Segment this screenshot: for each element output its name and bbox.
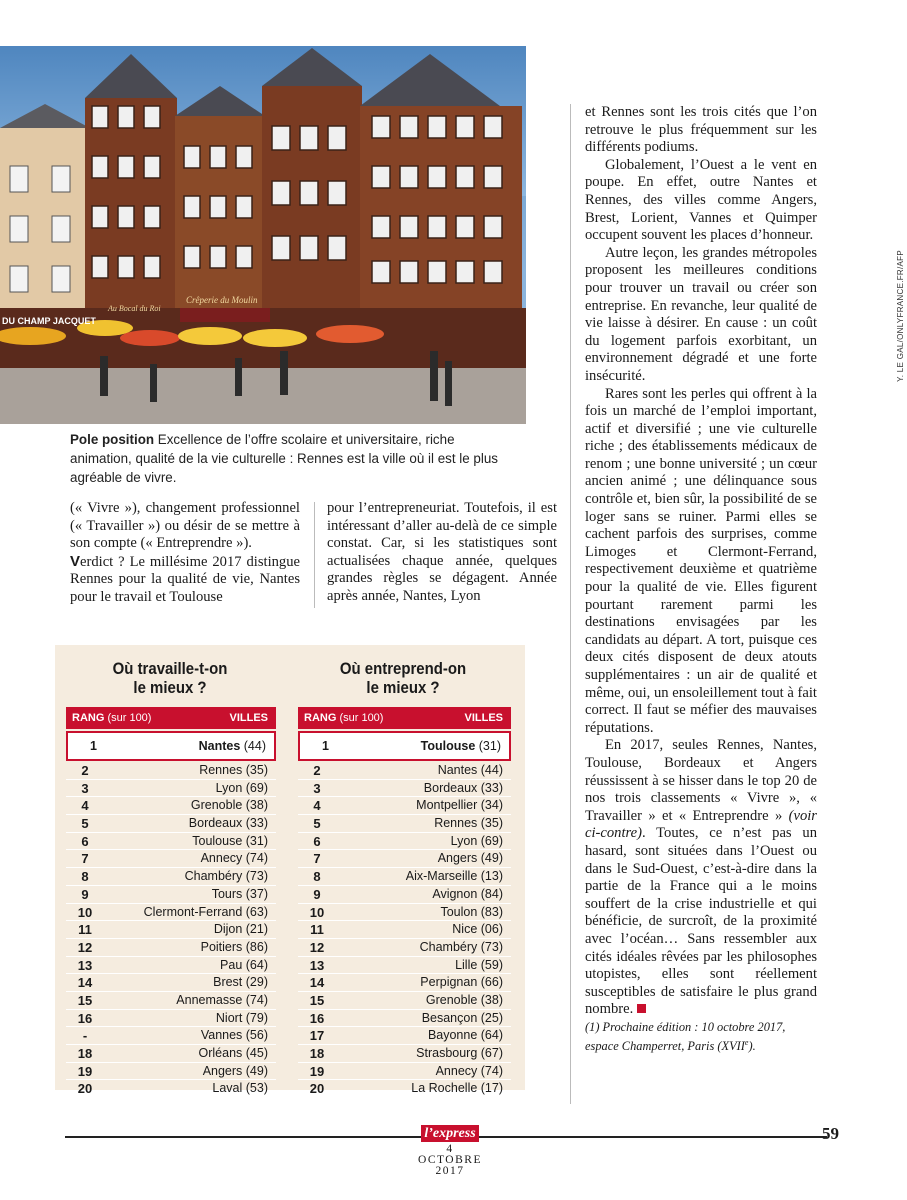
- table-row: [298, 1027, 511, 1045]
- city-cell: Grenoble (38): [425, 992, 503, 1007]
- table-entreprend-head-villes: VILLES: [464, 712, 503, 724]
- city-cell: Niort (79): [215, 1010, 268, 1025]
- table-row: [298, 1045, 511, 1063]
- city-cell: Avignon (84): [432, 886, 503, 901]
- table-row: [298, 992, 511, 1010]
- rank-cell: 12: [77, 939, 93, 955]
- city-cell: Dijon (21): [213, 922, 268, 937]
- city-cell: Nantes (44): [437, 763, 503, 777]
- footnote-line-1: (1) Prochaine édition : 10 octobre 2017,: [585, 1019, 786, 1034]
- sign-champ-jacquet: DU CHAMP JACQUET: [2, 316, 96, 326]
- rank-cell: 19: [309, 1063, 325, 1079]
- col-a-paragraph-2: erdict ? Le millésime 2017 distingue Rennes pour la qualité de vie, Nantes pour le travail et Toulouse: [70, 553, 300, 605]
- col-c-paragraph-3: Autre leçon, les grandes métropoles proposent les meilleures conditions pour trouver un travail ou créer son entreprise. En revanche, leur qualité de vie laisse à désirer. En cause : un coût du logement parfois exorbitant, un environnement dégradé et une forte insécurité.: [585, 244, 817, 384]
- city-cell: Perpignan (66): [420, 975, 503, 990]
- photo-credit: Y. LE GAL/ONLYFRANCE.FR/AFP: [896, 250, 905, 382]
- city-cell: Lille (59): [455, 957, 503, 972]
- table-entreprend-top-rank: 1: [322, 739, 329, 753]
- rank-cell: 10: [309, 904, 325, 920]
- col-c-paragraph-4: Rares sont les perles qui offrent à la fois un marché de l’emploi important, actif et diversifié ; une vie culturelle riche ; des établissements médicaux de renom ; une bonne université ; un cœur ancien animé ; une délinquance sous contrôle et, bien sûr, la possibilité de se loger sans se ruiner. Parmi elles se cachent parfois des surprises, comme Limoges et Clermont-Ferrand, respectivement deuxième et quatrième pour la qualité de vie. Elles figurent pourtant rarement parmi les destinations envisagées par les candidats au départ. A tort, puisque ces deux cités disposent de deux atouts supplémentaires : un air de qualité et même, oui, un ensoleillement tout à fait correct. Il faut se méfier des mauvaises réputations.: [585, 385, 817, 736]
- table-entreprend-head-sur: (sur 100): [336, 712, 384, 724]
- table-travail-title: [78, 659, 263, 697]
- table-row: [298, 815, 511, 833]
- table-row: [298, 780, 511, 798]
- table-row: [298, 797, 511, 815]
- table-row: [298, 1063, 511, 1081]
- col-a-initial: V: [70, 552, 81, 570]
- table-row: [66, 904, 276, 922]
- city-cell: Tours (37): [211, 886, 268, 901]
- footnote-line-2: espace Champerret, Paris (XVII: [585, 1039, 745, 1053]
- rank-cell: 4: [313, 798, 321, 814]
- table-row: [66, 921, 276, 939]
- city-cell: Brest (29): [213, 975, 268, 990]
- table-row: [66, 939, 276, 957]
- page-number: 59: [822, 1124, 839, 1143]
- col-b-paragraph-1: pour l’entrepreneuriat. Toutefois, il est intéressant d’aller au-delà de ce simple constat. Car, si les statistiques sont actualisées chaque année, quelques grandes règles se dégagent. Année après année, Nantes, Lyon: [327, 500, 557, 604]
- city-cell: Laval (53): [212, 1081, 268, 1096]
- rank-cell: 8: [81, 869, 89, 885]
- rank-cell: 7: [81, 851, 89, 867]
- table-row: [298, 762, 511, 780]
- end-mark-icon: [637, 1004, 646, 1013]
- city-cell: Besançon (25): [421, 1010, 503, 1025]
- table-entreprend-top-row: [298, 731, 511, 761]
- footnote-line-2-end: ).: [748, 1039, 756, 1053]
- issue-month: OCTOBRE: [418, 1154, 482, 1166]
- table-row: [66, 1045, 276, 1063]
- city-cell: Bordeaux (33): [423, 780, 503, 795]
- table-travail-title-2: le mieux ?: [133, 678, 207, 697]
- table-entreprend-title: [311, 659, 496, 697]
- rank-cell: 3: [81, 780, 89, 796]
- col-a-paragraph-1: (« Vivre »), changement professionnel (« Travailler ») ou désir de se mettre à son compte (« Entreprendre »).: [70, 500, 300, 552]
- rank-cell: 6: [81, 833, 89, 849]
- table-travail-top-score: (44): [240, 739, 266, 753]
- caption-text: Excellence de l’offre scolaire et universitaire, riche animation, qualité de la vie culturelle : Rennes est la ville où il est le plus agréable de vivre.: [70, 432, 498, 485]
- table-row: [66, 815, 276, 833]
- city-cell: Chambéry (73): [184, 869, 268, 884]
- table-entreprend-header: [298, 707, 511, 729]
- table-row: [298, 957, 511, 975]
- table-entreprend-title-1: Où entreprend-on: [339, 659, 467, 678]
- sign-bocal: Au Bocal du Roi: [108, 304, 161, 313]
- sign-creperie: Crêperie du Moulin: [186, 295, 258, 305]
- rank-cell: 6: [313, 833, 321, 849]
- table-row: [66, 886, 276, 904]
- city-cell: Angers (49): [202, 1063, 268, 1078]
- city-cell: Angers (49): [437, 851, 503, 866]
- col-c-paragraph-1: et Rennes sont les trois cités que l’on retrouve le plus fréquemment sur les différents podiums.: [585, 104, 817, 156]
- lexpress-logo: l’express: [421, 1125, 479, 1142]
- col-c-p5-ref: (voir ci-contre): [585, 807, 817, 842]
- city-cell: Bordeaux (33): [188, 816, 268, 831]
- column-divider-ab: [314, 502, 315, 608]
- rank-cell: 5: [313, 816, 321, 832]
- city-cell: Chambéry (73): [419, 939, 503, 954]
- rank-cell: 5: [81, 816, 89, 832]
- city-cell: Rennes (35): [199, 763, 268, 777]
- table-row: [298, 921, 511, 939]
- table-row: [66, 1010, 276, 1028]
- col-c-p5-start: En 2017, seules Rennes, Nantes, Toulouse, Bordeaux et Angers réussissent à se hisser dans le top 20 de nos trois classements « Vivre », « Travailler » et « Entreprendre »: [585, 737, 817, 824]
- footnote-sup: e: [744, 1037, 749, 1047]
- table-row: [66, 974, 276, 992]
- table-entreprend-head-rang: RANG: [304, 712, 337, 724]
- rank-cell: 17: [309, 1028, 325, 1044]
- table-row: [66, 797, 276, 815]
- table-row: [66, 868, 276, 886]
- photo-caption: [70, 430, 520, 487]
- city-cell: Annemasse (74): [176, 992, 268, 1007]
- col-c-p5-end: . Toutes, ce n’est pas un hasard, sont situées dans l’Ouest ou dans le Sud-Ouest, c’est-à-dire dans la partie de la France qui a le moins souffert de la crise industrielle et qui bénéficie, de surcroît, de la proximité avec l’océan… Sans ressembler aux cités idéales rêvées par les philosophes utopistes, elles sont réellement susceptibles de satisfaire le plus grand nombre.: [585, 825, 817, 1018]
- table-row: [66, 1063, 276, 1081]
- rank-cell: 2: [313, 763, 321, 778]
- rank-cell: -: [82, 1028, 88, 1044]
- city-cell: Aix-Marseille (13): [405, 869, 503, 884]
- rank-cell: 18: [77, 1046, 93, 1061]
- city-cell: Lyon (69): [215, 780, 268, 795]
- rank-cell: 16: [77, 1010, 93, 1026]
- issue-day: 4: [446, 1143, 454, 1155]
- table-row: [298, 833, 511, 851]
- col-c-paragraph-5: [585, 737, 817, 1019]
- table-travail-header: [66, 707, 276, 729]
- table-entreprend-top-city: Toulouse: [420, 739, 476, 753]
- city-cell: La Rochelle (17): [411, 1081, 503, 1096]
- city-cell: Poitiers (86): [200, 939, 268, 954]
- city-cell: Toulon (83): [440, 904, 503, 919]
- city-cell: Strasbourg (67): [416, 1046, 503, 1060]
- table-travail-rows: [66, 762, 276, 1098]
- city-cell: Grenoble (38): [190, 798, 268, 813]
- table-entreprend-title-2: le mieux ?: [366, 678, 440, 697]
- article-column-c: [585, 104, 817, 1054]
- column-divider-c: [570, 104, 571, 1104]
- city-cell: Annecy (74): [435, 1063, 503, 1078]
- table-row: [66, 957, 276, 975]
- table-row: [298, 850, 511, 868]
- table-travail-head-villes: VILLES: [229, 712, 268, 724]
- timber-houses-illustration: [0, 46, 526, 424]
- footnote: [585, 1019, 817, 1054]
- city-cell: Rennes (35): [434, 816, 503, 831]
- rank-cell: 20: [309, 1081, 325, 1097]
- table-row: [66, 992, 276, 1010]
- city-cell: Toulouse (31): [192, 833, 268, 848]
- table-row: [66, 762, 276, 780]
- table-travail-head-rang: RANG: [72, 712, 105, 724]
- rank-cell: 14: [77, 975, 93, 991]
- table-entreprend-top-score: (31): [475, 739, 501, 753]
- caption-lead: Pole position: [70, 432, 155, 447]
- rank-cell: 13: [309, 957, 325, 973]
- rankings-box: [55, 645, 525, 1097]
- rank-cell: 15: [309, 992, 325, 1008]
- table-row: [298, 939, 511, 957]
- table-travail-title-1: Où travaille-t-on: [112, 659, 228, 678]
- rank-cell: 8: [313, 869, 321, 885]
- table-travail-head-sur: (sur 100): [104, 712, 152, 724]
- article-column-b: [327, 500, 557, 606]
- table-row: [66, 780, 276, 798]
- rennes-photo: [0, 46, 526, 424]
- city-cell: Orléans (45): [198, 1046, 268, 1060]
- issue-year: 2017: [435, 1165, 465, 1177]
- rank-cell: 12: [309, 939, 325, 955]
- city-cell: Pau (64): [220, 957, 268, 972]
- table-entreprend-rows: [298, 762, 511, 1098]
- table-row: [298, 868, 511, 886]
- city-cell: Montpellier (34): [416, 798, 503, 813]
- rank-cell: 11: [78, 922, 92, 938]
- table-row: [66, 850, 276, 868]
- table-row: [66, 1080, 276, 1098]
- rank-cell: 9: [81, 886, 89, 902]
- city-cell: Annecy (74): [200, 851, 268, 866]
- article-column-a: [70, 500, 300, 607]
- table-row: [66, 1027, 276, 1045]
- rank-cell: 16: [309, 1010, 325, 1026]
- rank-cell: 4: [81, 798, 89, 814]
- table-row: [298, 974, 511, 992]
- rank-cell: 2: [81, 763, 89, 778]
- city-cell: Lyon (69): [450, 833, 503, 848]
- table-row: [298, 1010, 511, 1028]
- rank-cell: 10: [77, 904, 93, 920]
- rank-cell: 20: [77, 1081, 93, 1097]
- table-row: [298, 1080, 511, 1098]
- rank-cell: 11: [310, 922, 324, 938]
- rank-cell: 9: [313, 886, 321, 902]
- rank-cell: 15: [77, 992, 93, 1008]
- city-cell: Bayonne (64): [427, 1028, 503, 1043]
- city-cell: Nice (06): [452, 922, 503, 937]
- table-travail-top-city: Nantes: [198, 739, 241, 753]
- rank-cell: 3: [313, 780, 321, 796]
- issue-date: [400, 1144, 500, 1177]
- rank-cell: 19: [77, 1063, 93, 1079]
- table-row: [298, 886, 511, 904]
- rank-cell: 7: [313, 851, 321, 867]
- city-cell: Vannes (56): [200, 1028, 268, 1043]
- table-travail-top-row: [66, 731, 276, 761]
- rank-cell: 14: [309, 975, 325, 991]
- city-cell: Clermont-Ferrand (63): [143, 904, 268, 919]
- rank-cell: 18: [309, 1046, 325, 1061]
- rank-cell: 13: [77, 957, 93, 973]
- table-row: [66, 833, 276, 851]
- table-row: [298, 904, 511, 922]
- table-travail-top-rank: 1: [90, 739, 97, 753]
- col-c-paragraph-2: Globalement, l’Ouest a le vent en poupe. En effet, outre Nantes et Rennes, des villes comme Angers, Brest, Lorient, Vannes et Quimper occupent souvent les places d’honneur.: [585, 156, 817, 244]
